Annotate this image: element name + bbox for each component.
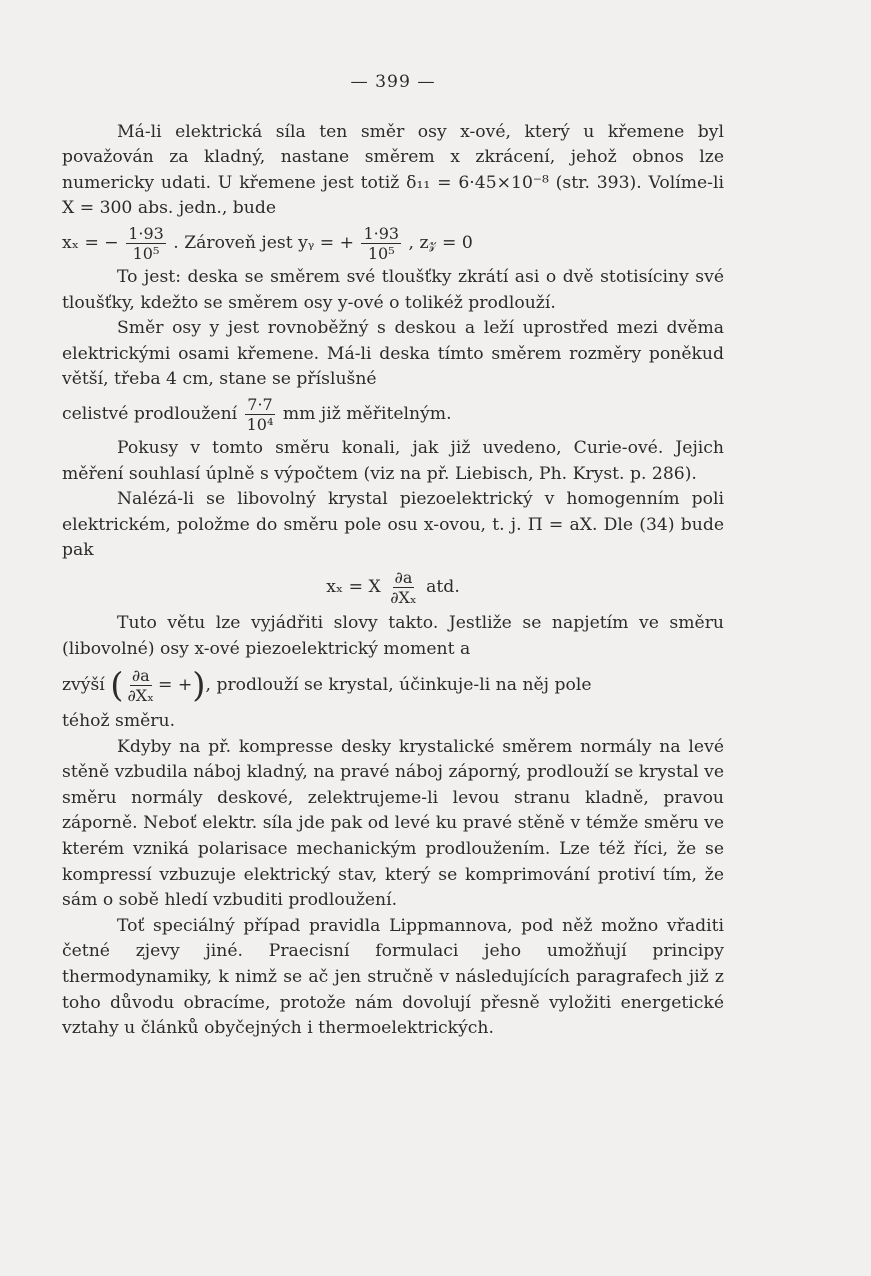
formula-strain-values <box>62 224 724 263</box>
formula-derivative-tail: atd. <box>426 576 460 597</box>
paragraph-4: Pokusy v tomto směru konali, jak již uvedeno, Curie-ové. Jejich měření souhlasí úplně s výpočtem (viz na př. Liebisch, Ph. Kryst. p. 286). <box>62 437 724 484</box>
page-number: — 399 — <box>350 72 436 92</box>
fraction-derivative-numerator: ∂a <box>394 567 413 587</box>
paragraph-6: Tuto větu lze vyjádřiti slovy takto. Jestliže se napjetím ve směru (libovolné) osy x-ové piezoelektrický moment a <box>62 612 724 659</box>
fraction-elongation-numerator: 7·7 <box>247 394 273 414</box>
fraction-derivative-denominator: ∂Xₓ <box>390 587 417 607</box>
paragraph-6-end: téhož směru. <box>62 711 176 732</box>
formula-mid-text: . Zároveň jest yᵧ = + <box>173 232 354 253</box>
fraction-moment <box>126 666 156 705</box>
paragraph-3-formula-line <box>62 395 724 434</box>
right-paren: ) <box>192 665 206 706</box>
page <box>62 70 724 1042</box>
fraction-moment-numerator: ∂a <box>131 666 150 686</box>
fraction-elongation <box>245 395 276 434</box>
paragraph-6-formula-line <box>62 666 724 705</box>
fraction-y-numerator: 1·93 <box>363 223 400 243</box>
paragraph-5: Nalézá-li se libovolný krystal piezoelektrický v homogenním poli elektrickém, položme do směru pole osu x-ovou, t. j. Π = aX. Dle (34) bude pak <box>62 489 724 561</box>
formula-tail: , z𝓏 = 0 <box>408 232 473 253</box>
fraction-moment-denominator: ∂Xₓ <box>127 686 154 706</box>
elongation-pre: celistvé prodloužení <box>62 403 238 424</box>
fraction-derivative <box>388 568 418 607</box>
paragraph-7: Kdyby na př. kompresse desky krystalické směrem normály na levé stěně vzbudila náboj kladný, na pravé náboj záporný, prodlouží se krystal ve směru normály deskové, zelektrujeme-li levou stranu kladně, pravou záporně. Neboť elektr. síla jde pak od levé ku pravé stěně v témže směru ve kterém vzniká polarisace mechanickým prodloužením. Lze též říci, že se kompressí vzbuzuje elektrický stav, který se komprimování protiví tím, že sám o sobě hledí vzbuditi prodloužení. <box>62 736 724 911</box>
fraction-x-numerator: 1·93 <box>128 223 164 243</box>
left-paren: ( <box>110 665 124 706</box>
moment-eq: = + <box>157 675 193 696</box>
formula-derivative <box>62 568 724 607</box>
fraction-x <box>126 224 166 263</box>
increase-pre: zvýší <box>62 675 105 696</box>
increase-post: , prodlouží se krystal, účinkuje-li na něj pole <box>205 675 592 696</box>
fraction-elongation-denominator: 10⁴ <box>246 414 274 434</box>
paragraph-2: To jest: deska se směrem své tloušťky zkrátí asi o dvě stotisíciny své tloušťky, kdežto se směrem osy y-ové o tolikéž prodlouží. <box>62 266 724 313</box>
fraction-x-denominator: 10⁵ <box>132 243 160 263</box>
paragraph-3: Směr osy y jest rovnoběžný s deskou a leží uprostřed mezi dvěma elektrickými osami křemene. Má-li deska tímto směrem rozměry poněkud větší, třeba 4 cm, stane se příslušné <box>62 318 724 390</box>
formula-x-lhs: xₓ = − <box>62 232 119 253</box>
elongation-post: mm již měřitelným. <box>282 403 452 424</box>
paragraph-1: Má-li elektrická síla ten směr osy x-ové, který u křemene byl považován za kladný, nastane směrem x zkrácení, jehož obnos lze numericky udati. U křemene jest totiž δ₁₁ = 6·45×10⁻⁸ (str. 393). Volíme-li X = 300 abs. jedn., bude <box>62 121 724 219</box>
fraction-y <box>361 224 401 263</box>
fraction-y-denominator: 10⁵ <box>367 243 395 263</box>
formula-derivative-lhs: xₓ = X <box>326 576 381 597</box>
paragraph-8: Toť speciálný případ pravidla Lippmannova, pod něž možno vřaditi četné zjevy jiné. Praecisní formulaci jeho umožňují principy thermodynamiky, k nimž se ač jen stručně v následujících paragrafech již z toho důvodu obracíme, protože nám dovolují přesně vyložiti energetické vztahy u článků obyčejných i thermoelektrických. <box>62 915 724 1039</box>
